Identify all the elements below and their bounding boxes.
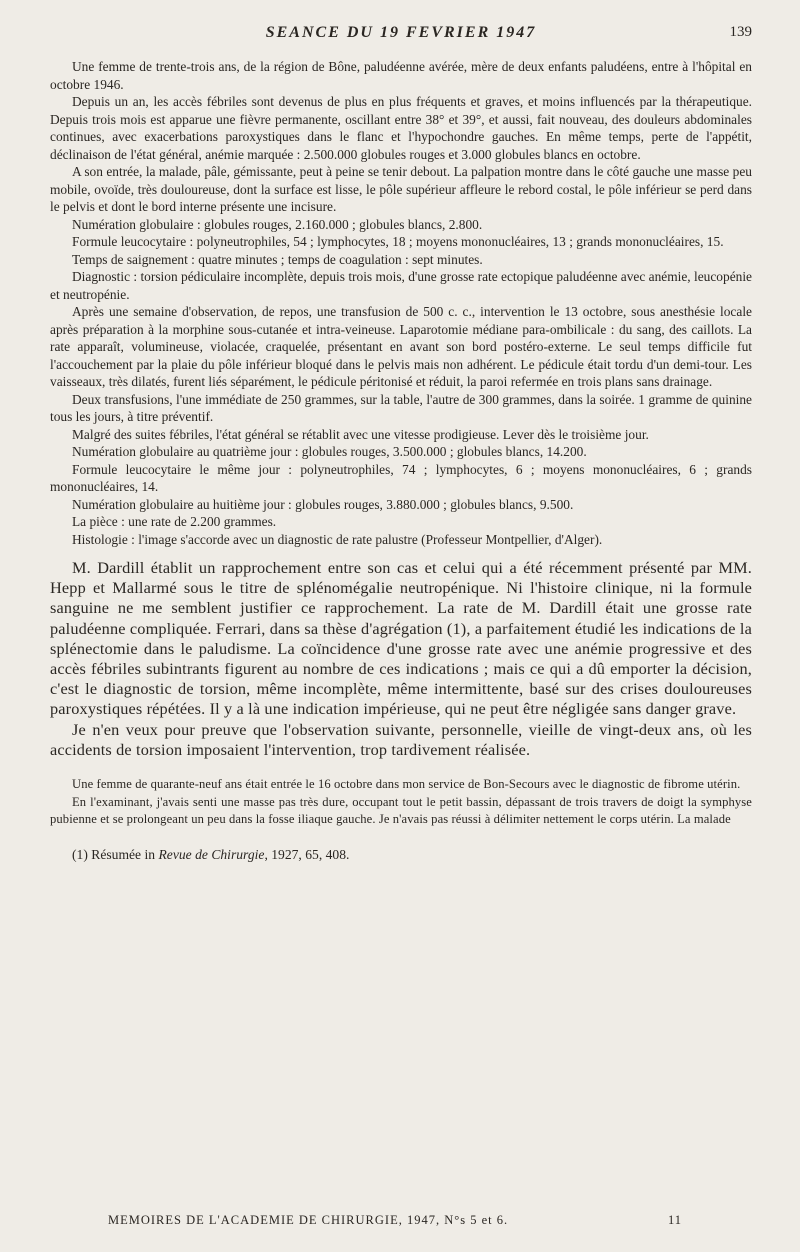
case-paragraph: Numération globulaire au quatrième jour : globules rouges, 3.500.000 ; globules blancs, 14.200. xyxy=(72,444,587,459)
case-paragraph: Formule leucocytaire : polyneutrophiles, 54 ; lymphocytes, 18 ; moyens mononucléaires, 13 ; grands mononucléaires, 15. xyxy=(72,234,724,249)
running-header xyxy=(50,24,752,46)
observation-paragraph: Une femme de quarante-neuf ans était entrée le 16 octobre dans mon service de Bon-Secours avec le diagnostic de fibrome utérin. xyxy=(72,777,741,792)
signature-mark: 11 xyxy=(667,1213,682,1227)
case-paragraph: Numération globulaire : globules rouges, 2.160.000 ; globules blancs, 2.800. xyxy=(72,216,483,232)
case-paragraph: Histologie : l'image s'accorde avec un diagnostic de rate palustre (Professeur Montpellier, d'Alger). xyxy=(72,531,603,547)
case-report xyxy=(50,58,752,548)
case-paragraph: Numération globulaire au huitième jour : globules rouges, 3.880.000 ; globules blancs, 9.500. xyxy=(72,496,574,512)
footer-citation: MEMOIRES DE L'ACADEMIE DE CHIRURGIE, 1947, N°s 5 et 6. xyxy=(108,1213,509,1227)
page-number: 139 xyxy=(729,24,752,40)
observation-paragraph: En l'examinant, j'avais senti une masse pas très dure, occupant tout le petit bassin, dépassant de trois travers de doigt la symphyse pubienne et se prolongeant un peu dans la fosse iliaque gauche. Je n'avais pas réussi à délimiter nettement le corps utérin. La malade xyxy=(50,794,752,827)
footnote-marker: (1) xyxy=(72,846,88,862)
footnote-text-before: Résumée in xyxy=(91,846,156,862)
case-paragraph: A son entrée, la malade, pâle, gémissante, peut à peine se tenir debout. La palpation montre dans le côté gauche une masse peu mobile, ovoïde, très douloureuse, dont la surface est lisse, le pôle supérieur affleure le rebord costal, le pôle inférieur se perd dans le pelvis et dont le bord interne présente une incisure. xyxy=(50,164,752,214)
running-title: SEANCE DU 19 FEVRIER 1947 xyxy=(265,24,537,41)
commentary xyxy=(50,558,752,760)
case-paragraph: Temps de saignement : quatre minutes ; temps de coagulation : sept minutes. xyxy=(72,251,483,267)
case-paragraph: Diagnostic : torsion pédiculaire incomplète, depuis trois mois, d'une grosse rate ectopique paludéenne avec anémie, leucopénie et neutropénie. xyxy=(50,269,752,302)
commentary-paragraph: Je n'en veux pour preuve que l'observation suivante, personnelle, vieille de vingt-deux ans, où les accidents de torsion imposaient l'intervention, trop tardivement réalisée. xyxy=(50,719,752,759)
second-observation xyxy=(50,776,752,829)
case-paragraph: Deux transfusions, l'une immédiate de 250 grammes, sur la table, l'autre de 300 grammes, dans la soirée. 1 gramme de quinine tous les jours, à titre préventif. xyxy=(50,391,752,424)
case-paragraph: Après une semaine d'observation, de repos, une transfusion de 500 c. c., intervention le 13 octobre, sous anesthésie locale après préparation à la morphine sous-cutanée et intra-veineuse. Laparotomie médiane para-ombilicale : du sang, des caillots. La rate apparaît, volumineuse, violacée, craquelée, présentant en avant son bord postéro-externe. Le seul temps difficile fut l'accouchement par la plaie du pôle inférieur bloqué dans le pelvis mais non adhérent. Le pédicule était tordu d'un demi-tour. Les vaisseaux, très dilatés, furent liés séparément, le pédicule péritonisé et réduit, la paroi refermée en trois plans sans drainage. xyxy=(50,304,752,389)
page-footer xyxy=(108,1213,752,1228)
footnote xyxy=(50,847,752,863)
case-paragraph: Formule leucocytaire le même jour : polyneutrophiles, 74 ; lymphocytes, 6 ; moyens mononucléaires, 6 ; grands mononucléaires, 14. xyxy=(50,461,752,494)
footnote-journal: Revue de Chirurgie xyxy=(158,846,265,862)
case-paragraph: La pièce : une rate de 2.200 grammes. xyxy=(72,514,277,529)
case-paragraph: Une femme de trente-trois ans, de la région de Bône, paludéenne avérée, mère de deux enfants paludéens, entre à l'hôpital en octobre 1946. xyxy=(50,59,752,92)
footnote-text-after: , 1927, 65, 408. xyxy=(264,846,350,862)
commentary-paragraph: M. Dardill établit un rapprochement entre son cas et celui qui a été récemment présenté par MM. Hepp et Mallarmé sous le titre de splénomégalie neutropénique. Ni l'histoire clinique, ni la formule sanguine ne me semblent justifier ce rapprochement. La rate de M. Dardill était une grosse rate paludéenne compliquée. Ferrari, dans sa thèse d'agrégation (1), a parfaitement étudié les indications de la splénectomie dans le paludisme. La coïncidence d'une grosse rate avec une anémie progressive et des accès fébriles subintrants figurent au nombre de ces indications ; mais ce qui a dû emporter la décision, c'est le diagnostic de torsion, même incomplète, même intermittente, basé sur des crises douloureuses paroxystiques répétées. Il y a là une indication impérieuse, qui ne peut être négligée sans danger grave. xyxy=(50,558,752,719)
case-paragraph: Depuis un an, les accès fébriles sont devenus de plus en plus fréquents et graves, et moins influencés par la thérapeutique. Depuis trois mois est apparue une fièvre permanente, oscillant entre 38° et 39°, et aussi, fait nouveau, des douleurs abdominales continues, avec exacerbations paroxystiques dans le flanc et l'hypochondre gauches. En même temps, perte de l'appétit, déclinaison de l'état général, anémie marquée : 2.500.000 globules rouges et 3.000 globules blancs en octobre. xyxy=(50,94,752,162)
case-paragraph: Malgré des suites fébriles, l'état général se rétablit avec une vitesse prodigieuse. Lever dès le troisième jour. xyxy=(72,426,649,442)
